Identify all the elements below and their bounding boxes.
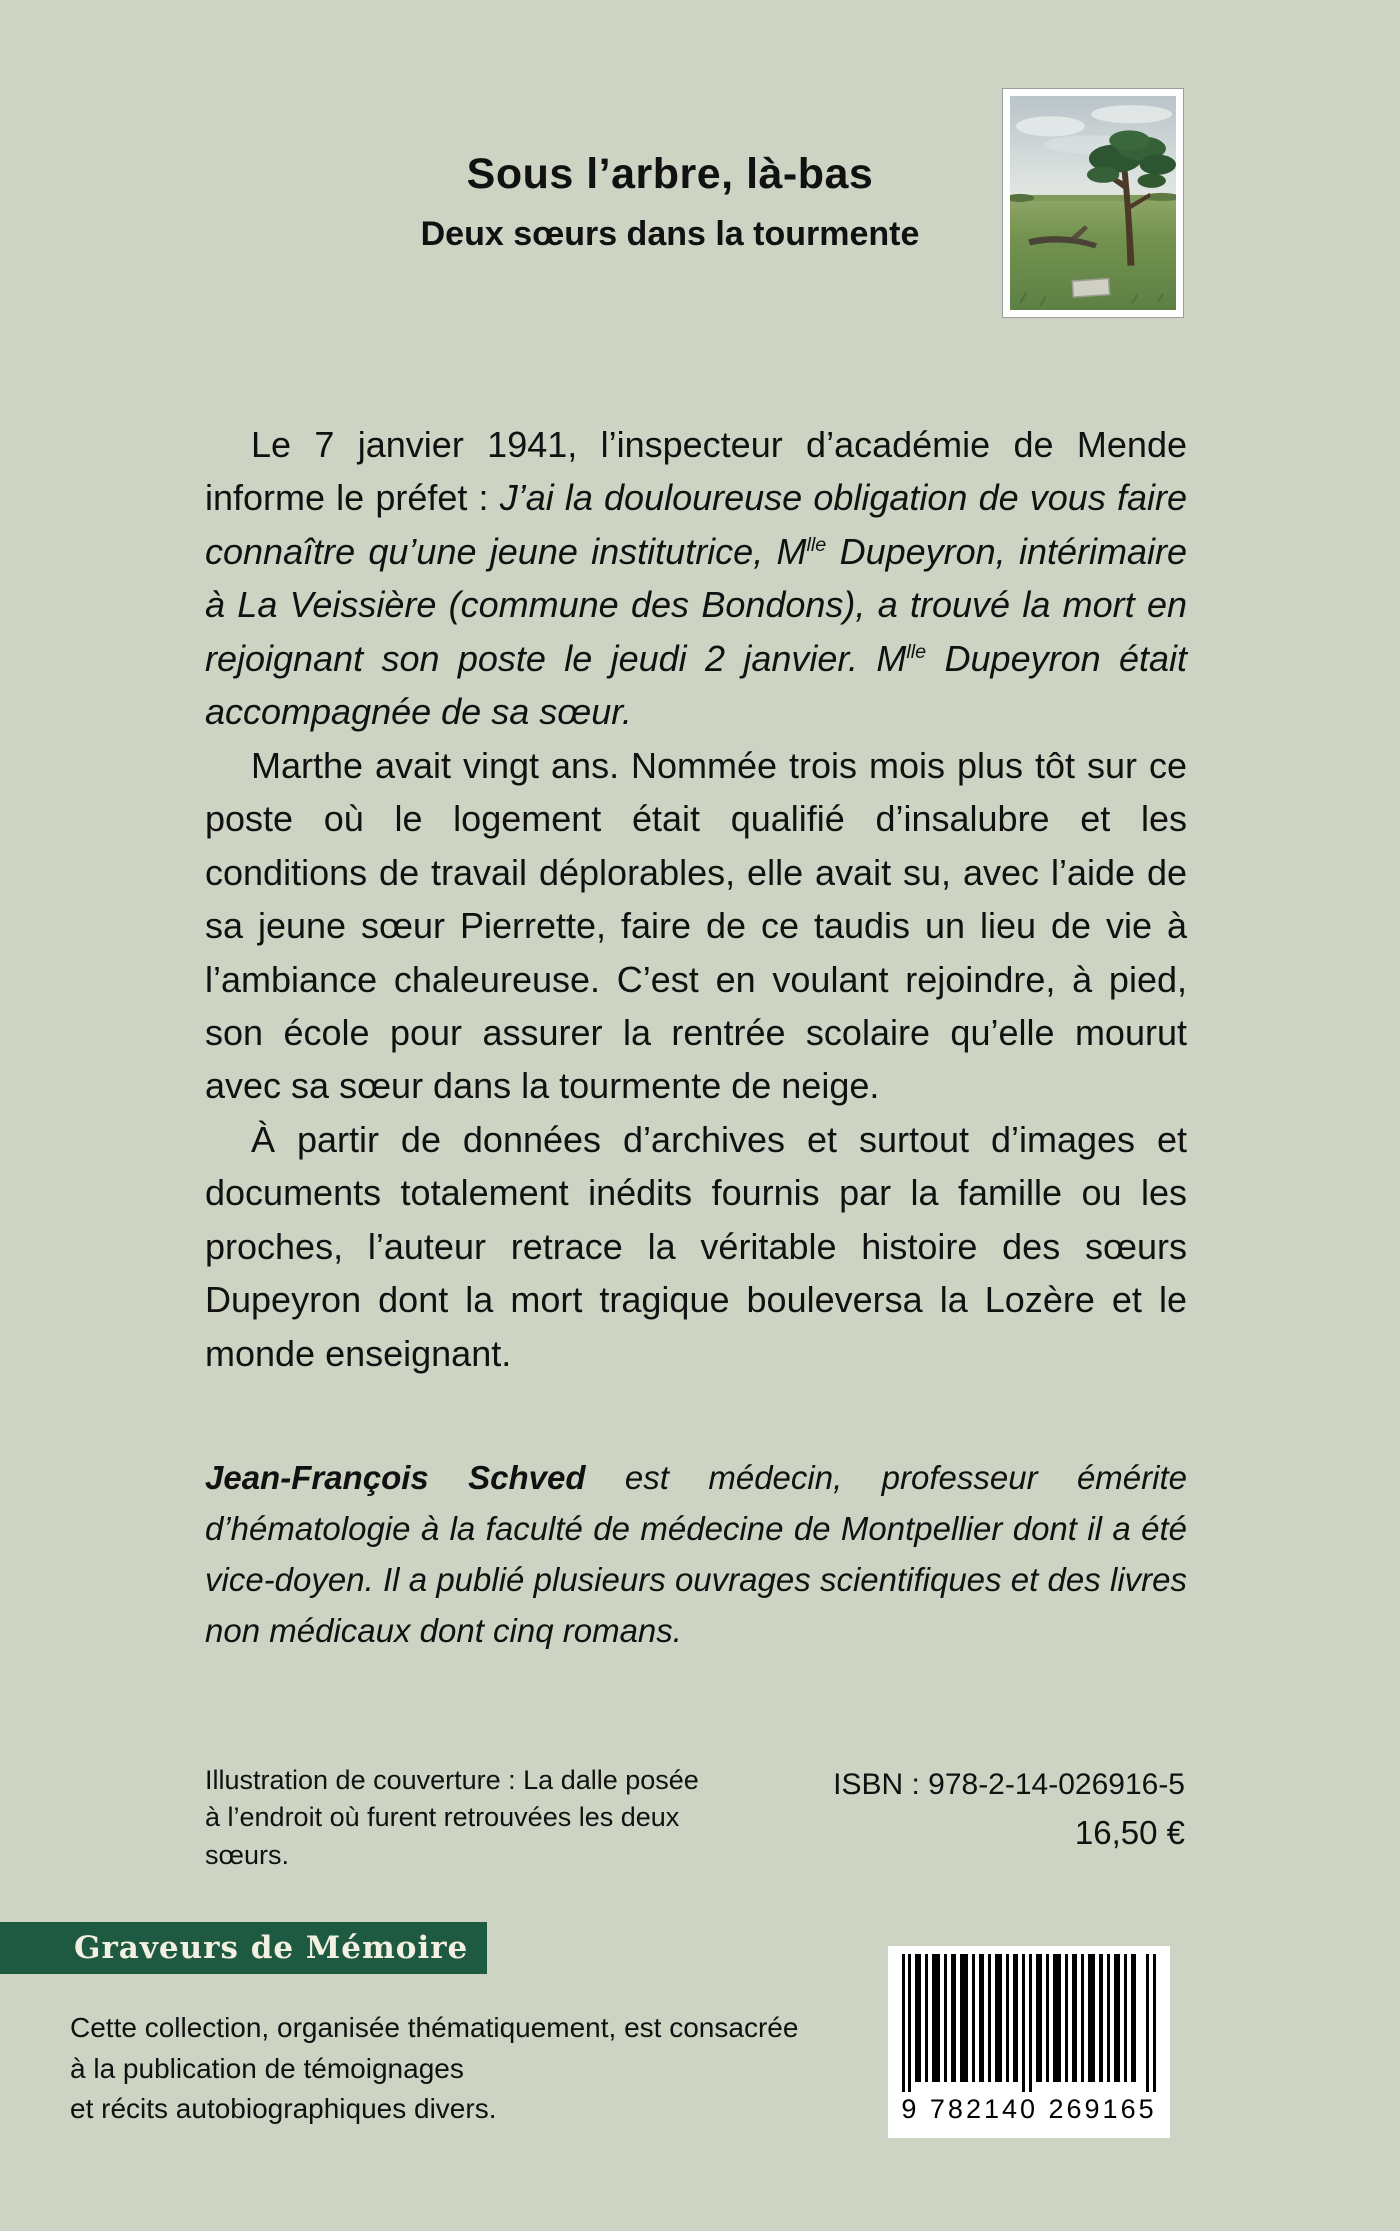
synopsis-paragraph-2: Marthe avait vingt ans. Nommée trois mois plus tôt sur ce poste où le logement était qualifié d’insalubre et les conditions de travail déplorables, elle avait su, avec l’aide de sa jeune sœur Pierrette, faire de ce taudis un lieu de vie à l’ambiance chaleureuse. C’est en voulant rejoindre, à pied, son école pour assurer la rentrée scolaire qu’elle mourut avec sa sœur dans la tourmente de neige. [205, 744, 1187, 1107]
barcode [888, 1946, 1170, 2138]
synopsis-p1-quote: J’ai la douloureuse obligation de vous faire connaître qu’une jeune institutrice, $M^{lle}$ Dupeyron, intérimaire à La Veissière (commune des Bondons), a trouvé la mort en rejoignant son poste le jeudi 2 janvier. $M^{lle}$ Dupeyron était accompagnée de sa sœur. [205, 477, 1187, 733]
author-bio [205, 1452, 1187, 1657]
synopsis-paragraph-1 [205, 418, 1187, 739]
illustration-note-line: Illustration de couverture : La dalle posée [205, 1765, 699, 1795]
synopsis-p1-intro: Le 7 janvier 1941, l’inspecteur d’académie de Mende informe le préfet : [205, 424, 1187, 519]
mlle-superscript: lle [806, 533, 827, 556]
isbn-block [833, 1768, 1185, 1852]
book-title: Sous l’arbre, là-bas [466, 150, 874, 198]
isbn: ISBN : 978-2-14-026916-5 [833, 1768, 1185, 1801]
author-name: Jean-François Schved [205, 1459, 586, 1496]
title-block [350, 150, 990, 254]
collection-name: Graveurs de Mémoire [74, 1930, 469, 1966]
collection-description-line: et récits autobiographiques divers. [70, 2093, 497, 2125]
cover-photo [1002, 88, 1184, 318]
synopsis-paragraph-3: À partir de données d’archives et surtout d’images et documents totalement inédits fournis par la famille ou les proches, l’auteur retrace la véritable histoire des sœurs Dupeyron dont la mort tragique bouleversa la Lozère et le monde enseignant. [205, 1118, 1187, 1374]
barcode-bars [898, 1954, 1160, 2092]
collection-description-line: à la publication de témoignages [70, 2052, 464, 2084]
price: 16,50 € [1074, 1814, 1185, 1851]
book-subtitle: Deux sœurs dans la tourmente [420, 215, 920, 253]
collection-description-line: Cette collection, organisée thématiquement, est consacrée [70, 2012, 799, 2043]
collection-band [0, 1922, 487, 1974]
illustration-note [205, 1762, 725, 1874]
illustration-note-line: à l’endroit où furent retrouvées les deux [205, 1802, 680, 1833]
barcode-number: 9 782140 269165 [901, 2094, 1157, 2124]
author-bio-text: est médecin, professeur émérite d’hématologie à la faculté de médecine de Montpellier dont il a été vice-doyen. Il a publié plusieurs ouvrages scientifiques et des livres non médicaux dont cinq romans. [205, 1459, 1187, 1650]
illustration-note-line: sœurs. [205, 1839, 289, 1870]
collection-description [70, 2008, 798, 2130]
tree-landscape-image [1010, 96, 1176, 310]
synopsis [205, 418, 1187, 1380]
mlle-superscript: lle [906, 640, 927, 663]
